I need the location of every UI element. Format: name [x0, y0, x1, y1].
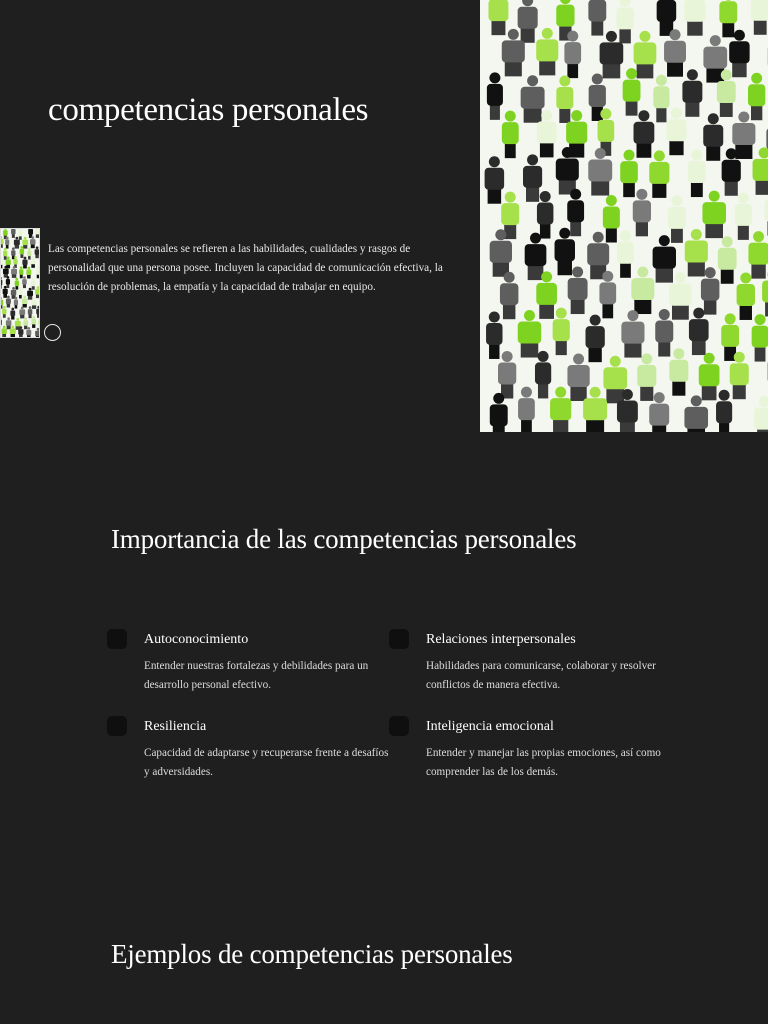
circle-icon[interactable] [44, 324, 61, 341]
card-title: Relaciones interpersonales [426, 632, 576, 647]
card-resiliencia [144, 718, 389, 782]
crowd-thumbnail[interactable] [0, 228, 40, 338]
card-autoconocimiento [144, 631, 389, 695]
card-text: Capacidad de adaptarse y recuperarse frente a desafíos y adversidades. [144, 747, 389, 778]
intro-paragraph: Las competencias personales se refieren a las habilidades, cualidades y rasgos de personalidad que una persona posee. Incluyen la capacidad de comunicación efectiva, la resolución de problemas, la empatía y la capacidad de trabajar en equipo. [48, 243, 443, 293]
bullet-icon [389, 716, 409, 736]
crowd-illustration [480, 0, 768, 432]
card-text: Entender y manejar las propias emociones, así como comprender las de los demás. [426, 747, 661, 778]
bullet-icon [389, 629, 409, 649]
card-title: Resiliencia [144, 719, 207, 734]
bullet-icon [107, 629, 127, 649]
page-title: competencias personales [48, 92, 369, 128]
card-text: Habilidades para comunicarse, colaborar y resolver conflictos de manera efectiva. [426, 660, 656, 691]
card-title: Inteligencia emocional [426, 719, 554, 734]
card-text: Entender nuestras fortalezas y debilidades para un desarrollo personal efectivo. [144, 660, 369, 691]
card-relaciones [426, 631, 671, 695]
importance-title: Importancia de las competencias personales [111, 524, 577, 554]
card-title: Autoconocimiento [144, 632, 249, 647]
bullet-icon [107, 716, 127, 736]
examples-title: Ejemplos de competencias personales [111, 939, 513, 969]
card-inteligencia-emocional [426, 718, 671, 782]
